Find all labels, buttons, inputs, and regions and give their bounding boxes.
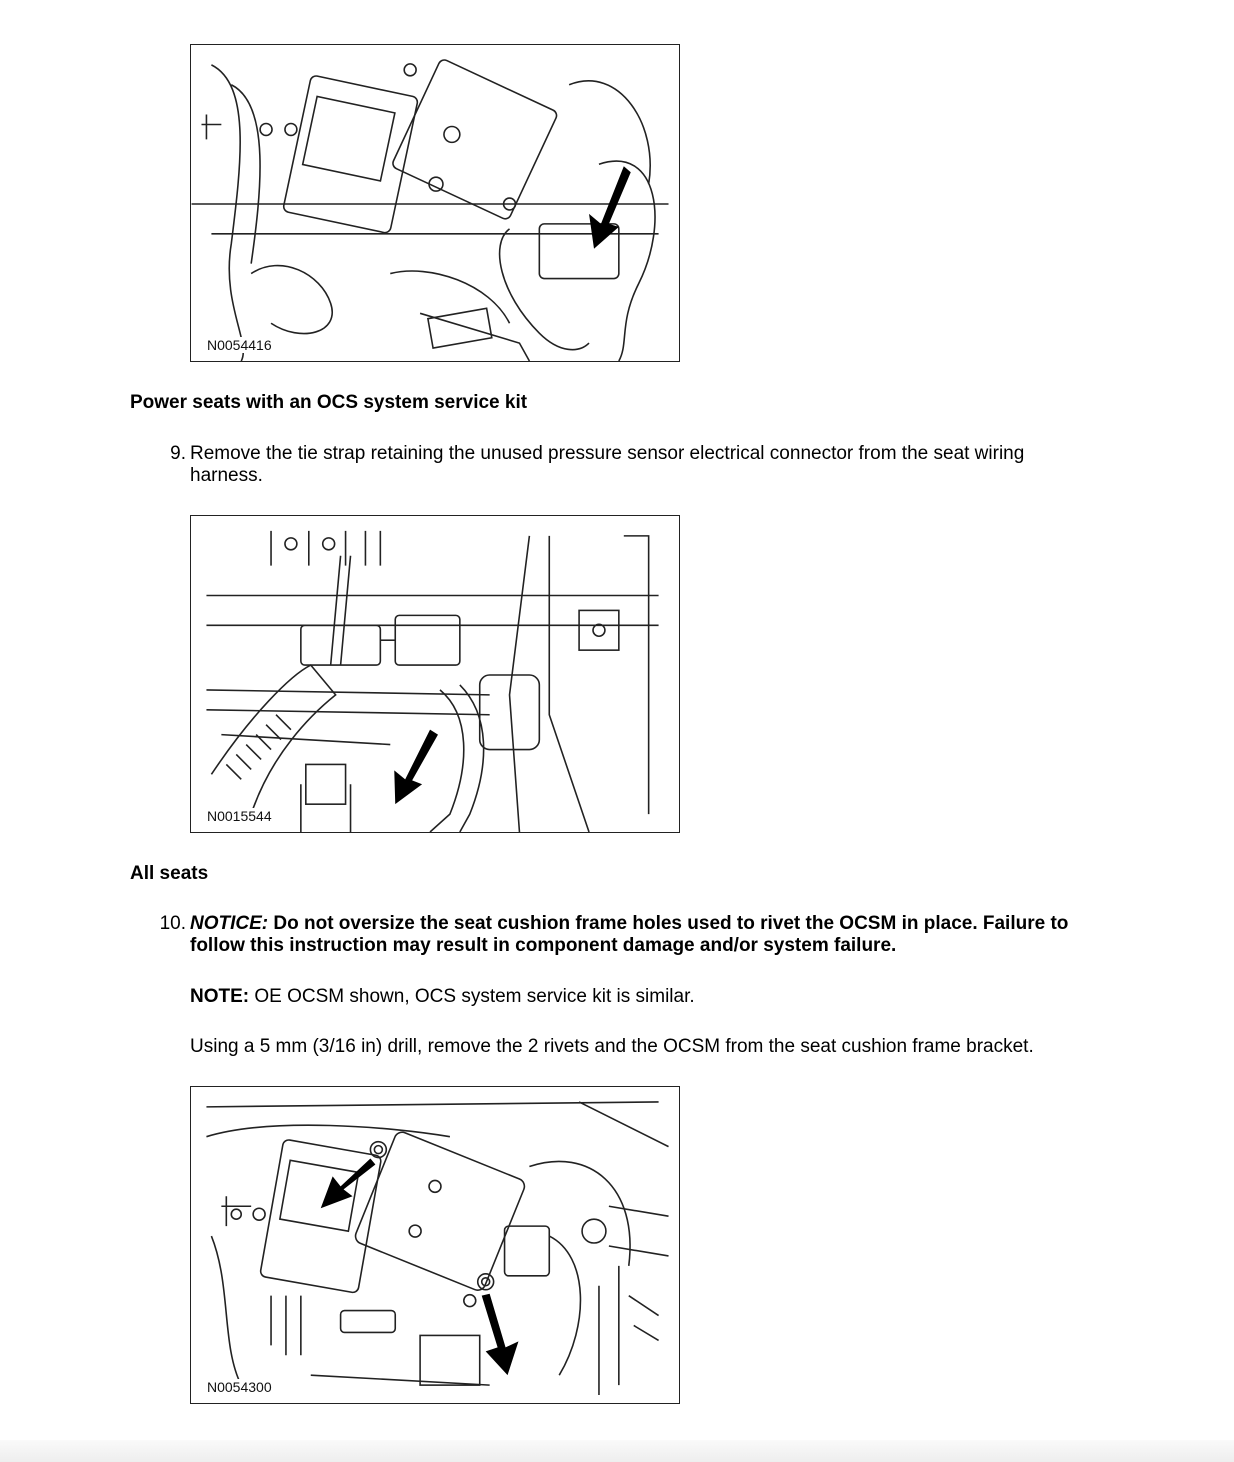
- illustration-ocsm-rivets: [190, 1086, 680, 1404]
- instruction-paragraph: Using a 5 mm (3/16 in) drill, remove the 2 rivets and the OCSM from the seat cushion frame bracket.: [190, 1036, 1034, 1057]
- note-paragraph: [190, 986, 695, 1008]
- illustration-ocsm-connector: [190, 44, 680, 362]
- illustration-pressure-sensor-connector: [190, 515, 680, 833]
- section-heading-power-seats: Power seats with an OCS system service kit: [130, 392, 528, 413]
- step-number: 9.: [170, 443, 186, 464]
- note-text: OE OCSM shown, OCS system service kit is similar.: [249, 986, 695, 1007]
- figure-id-label: N0054416: [207, 337, 272, 353]
- line-drawing: [191, 1087, 679, 1403]
- step-9: [150, 443, 1100, 491]
- note-label: NOTE:: [190, 986, 250, 1007]
- figure-id-label: N0054300: [207, 1379, 272, 1395]
- figure-id-label: N0015544: [207, 808, 272, 824]
- notice-label: NOTICE:: [190, 913, 269, 934]
- step-body: [190, 913, 1100, 1057]
- step-text: Remove the tie strap retaining the unused pressure sensor electrical connector from the seat wiring harness.: [190, 443, 1025, 486]
- line-drawing: [191, 45, 679, 361]
- step-number: 10.: [159, 913, 186, 934]
- notice-paragraph: [190, 913, 1100, 957]
- line-drawing: [191, 516, 679, 832]
- notice-text: Do not oversize the seat cushion frame holes used to rivet the OCSM in place. Failure to follow this instruction may result in component damage and/or system failure.: [190, 913, 1069, 956]
- step-10: [150, 913, 1100, 1063]
- section-heading-all-seats: All seats: [130, 863, 209, 884]
- page-bottom-shadow: [0, 1440, 1234, 1462]
